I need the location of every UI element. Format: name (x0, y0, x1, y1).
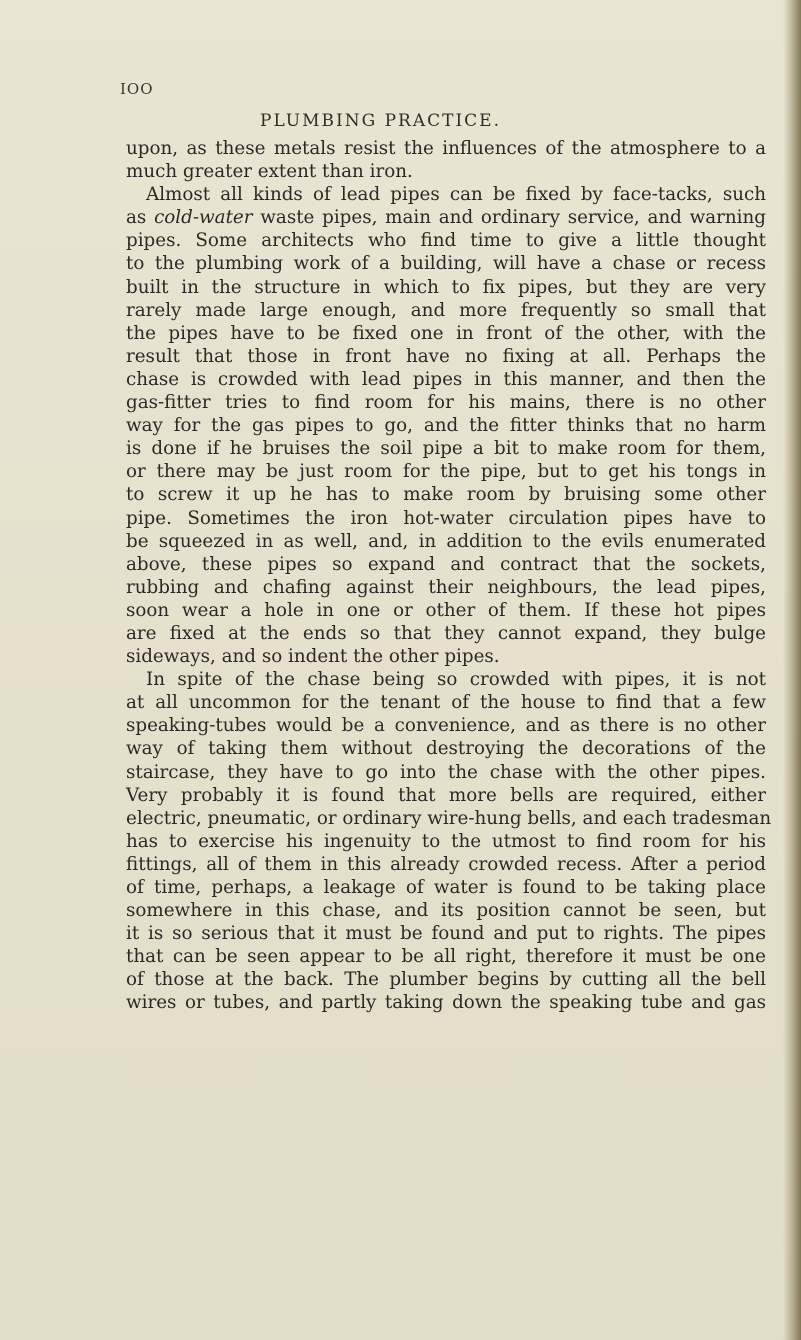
text-line: has to exercise his ingenuity to the utmost to find room for his (126, 830, 766, 852)
text-line: In spite of the chase being so crowded with pipes, it is not (146, 669, 766, 691)
text-line: to screw it up he has to make room by bruising some other (126, 484, 766, 506)
text-line: speaking-tubes would be a convenience, and as there is no other (126, 715, 766, 737)
text-line: electric, pneumatic, or ordinary wire-hung bells, and each tradesman (126, 807, 772, 829)
text-line: upon, as these metals resist the influences of the atmosphere to a (126, 138, 766, 159)
text-line: it is so serious that it must be found and put to rights. The pipes (126, 923, 766, 945)
text-line (126, 206, 766, 229)
text-line: Very probably it is found that more bells are required, either (126, 784, 766, 806)
text-line: pipe. Sometimes the iron hot-water circulation pipes have to (126, 507, 766, 529)
text-line: that can be seen appear to be all right, therefore it must be one (126, 946, 766, 968)
text-line: to the plumbing work of a building, will have a chase or recess (126, 253, 766, 275)
text-line: pipes. Some architects who find time to give a little thought (126, 230, 766, 252)
text-line: somewhere in this chase, and its position cannot be seen, but (126, 900, 766, 922)
text-line: way of taking them without destroying the decorations of the (126, 738, 766, 760)
text-line: above, these pipes so expand and contract that the sockets, (126, 553, 766, 575)
text-line: much greater extent than iron. (126, 161, 413, 183)
page-edge-shadow (783, 0, 801, 1340)
text-line-prefix: as (126, 207, 155, 229)
text-line: result that those in front have no fixing at all. Perhaps the (126, 345, 766, 367)
text-line: chase is crowded with lead pipes in this manner, and then the (126, 368, 766, 390)
text-line: of time, perhaps, a leakage of water is found to be taking place (126, 877, 766, 898)
text-line: built in the structure in which to fix pipes, but they are very (126, 276, 766, 298)
text-line: wires or tubes, and partly taking down the speaking tube and gas (126, 992, 766, 1014)
text-line: way for the gas pipes to go, and the fitter thinks that no harm (126, 415, 766, 437)
text-line: is done if he bruises the soil pipe a bit to make room for them, (126, 438, 766, 460)
italic-term: cold-water (154, 207, 253, 229)
text-line: gas-fitter tries to find room for his mains, there is no other (126, 392, 766, 414)
text-line: staircase, they have to go into the chase with the other pipes. (126, 761, 766, 783)
text-line: sideways, and so indent the other pipes. (126, 646, 500, 668)
text-line: the pipes have to be fixed one in front of the other, with the (126, 322, 766, 344)
text-line: Almost all kinds of lead pipes can be fixed by face-tacks, such (146, 184, 766, 206)
text-line: at all uncommon for the tenant of the house to find that a few (126, 692, 766, 714)
body-text (126, 137, 772, 1015)
text-line-suffix: waste pipes, main and ordinary service, and warning (252, 207, 767, 229)
text-line: be squeezed in as well, and, in addition to the evils enumerated (126, 530, 766, 552)
text-line: soon wear a hole in one or other of them. If these hot pipes (126, 599, 766, 621)
text-line: fittings, all of them in this already crowded recess. After a period (126, 853, 766, 875)
running-head: PLUMBING PRACTICE. (260, 111, 501, 131)
text-line: of those at the back. The plumber begins by cutting all the bell (126, 969, 766, 991)
text-line: rarely made large enough, and more frequently so small that (126, 299, 766, 321)
text-line: rubbing and chafing against their neighbours, the lead pipes, (126, 576, 766, 598)
text-line: are fixed at the ends so that they cannot expand, they bulge (126, 622, 766, 644)
page-number: IOO (120, 80, 154, 98)
text-line: or there may be just room for the pipe, but to get his tongs in (126, 461, 766, 483)
